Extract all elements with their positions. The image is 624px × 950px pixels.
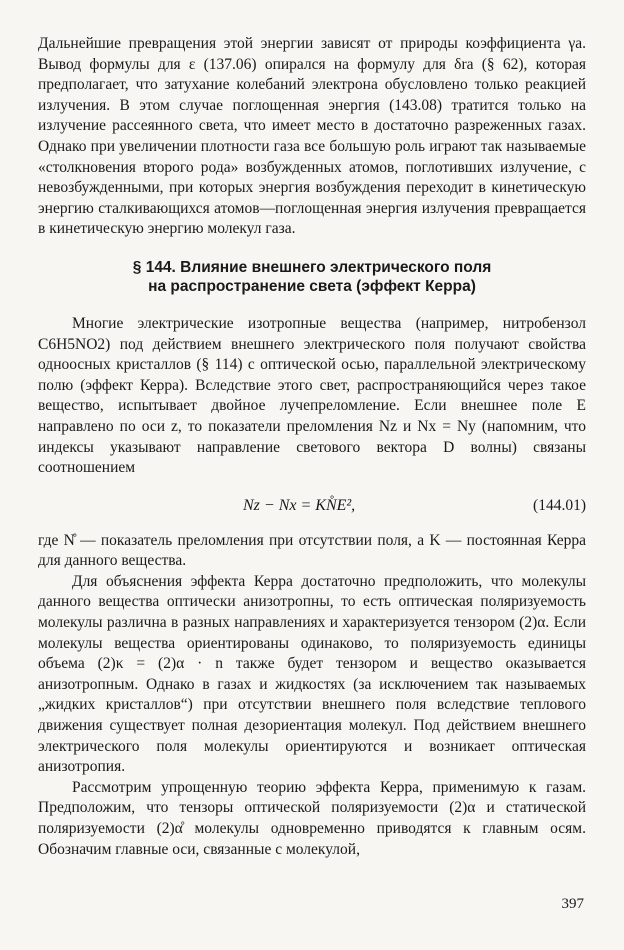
section-heading-line-1: § 144. Влияние внешнего электрического поля — [132, 258, 492, 276]
equation-number: (144.01) — [533, 496, 586, 514]
paragraph-2: Многие электрические изотропные вещества (например, нитробензол C6H5NO2) под действием внешнего электрического поля получают свойства одноосных кристаллов (§ 114) с оптической осью, параллельной электрическому полю (эффект Керра). Вследствие этого свет, распространяющийся через такое вещество, испытывает двойное лучепреломление. Если внешнее поле E направлено по оси z, то показатели преломления Nz и Nx = Ny (напомним, что индексы указывают направление светового вектора D волны) связаны соотношением — [38, 314, 586, 477]
page-number: 397 — [561, 896, 584, 912]
equation-144-01 — [38, 483, 586, 527]
paragraph-4: Для объяснения эффекта Керра достаточно предположить, что молекулы данного вещества оптически анизотропны, то есть оптическая поляризуемость молекулы различна в разных направлениях и характеризуется тензором (2)α. Если молекулы вещества ориентированы одинаково, то поляризуемость единицы объема (2)κ = (2)α · n также будет тензором и вещество оказывается анизотропным. Однако в газах и жидкостях (за исключением так называемых „жидких кристаллов“) при отсутствии внешнего поля вследствие теплового движения существует полная дезориентация молекул. Под действием внешнего электрического поля молекулы ориентируются и возникает оптическая анизотропия. — [38, 572, 586, 776]
equation-formula: Nz − Nx = KN̊E², — [243, 496, 356, 514]
section-heading — [38, 258, 586, 296]
paragraph-1: Дальнейшие превращения этой энергии зависят от природы коэффициента γa. Вывод формулы для ε (137.06) опирался на формулу для δra (§ 62), которая предполагает, что затухание колебаний электрона обусловлено только реакцией излучения. В этом случае поглощенная энергия (143.08) тратится только на излучение рассеянного света, что имеет место в достаточно разреженных газах. Однако при увеличении плотности газа все большую роль играют так называемые «столкновения второго рода» возбужденных атомов, поглотивших излучение, с невозбужденными, при которых энергия возбуждения переходит в кинетическую энергию сталкивающихся атомов—поглощенная энергия излучения превращается в кинетическую энергию молекул газа. — [38, 35, 586, 238]
paragraph-3: где N̊ — показатель преломления при отсутствии поля, а K — постоянная Керра для данного вещества. — [38, 531, 586, 570]
paragraph-5: Рассмотрим упрощенную теорию эффекта Керра, применимую к газам. Предположим, что тензоры оптической поляризуемости (2)α и статической поляризуемости (2)α̊ молекулы одновременно приводятся к главным осям. Обозначим главные оси, связанные с молекулой, — [38, 778, 586, 858]
section-heading-line-2: на распространение света (эффект Керра) — [148, 277, 476, 295]
page-body — [38, 34, 586, 860]
